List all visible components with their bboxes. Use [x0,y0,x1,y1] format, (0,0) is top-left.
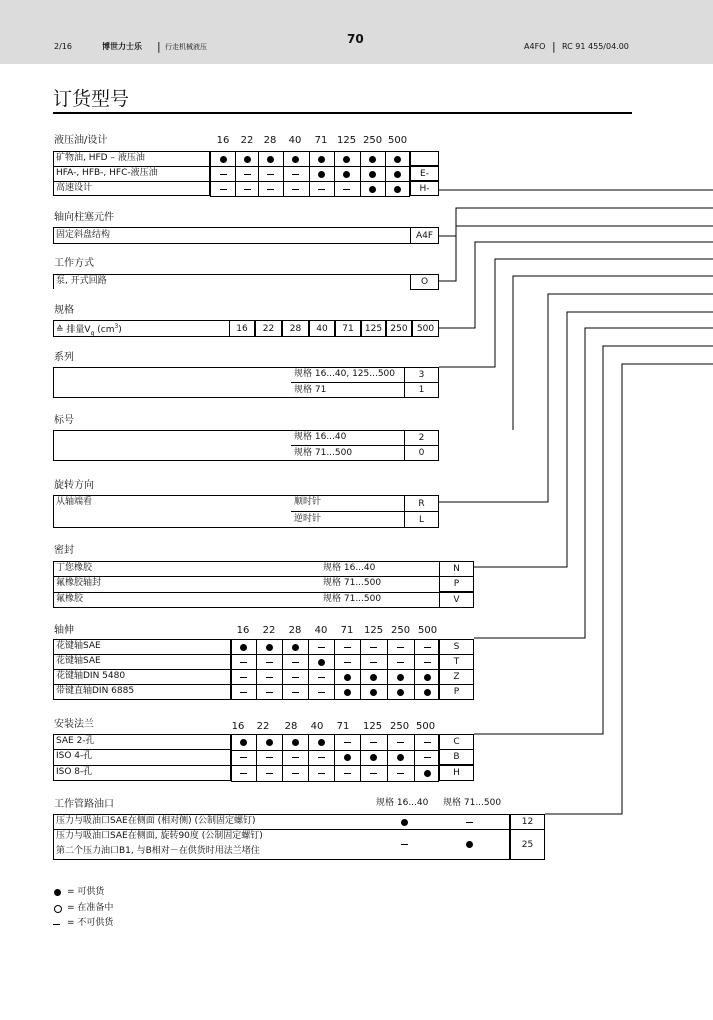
available-dot [318,171,325,178]
axial-title: 轴向柱塞元件 [54,212,114,223]
available-dot [343,171,350,178]
size-column-label: 250 [391,625,411,636]
grid-separator [360,734,361,782]
unavailable-dash [292,189,299,190]
ports-col-header: 规格 16...40 [376,798,429,808]
available-dot [401,819,408,826]
mode-rule [53,274,439,275]
grid-separator [282,734,283,782]
unavailable-dash [266,662,273,663]
size-column-label: 22 [240,135,254,146]
unavailable-dash [401,844,408,845]
unavailable-dash [240,677,247,678]
divider [53,765,231,766]
divider [53,829,510,830]
unavailable-dash [397,742,404,743]
ports-row-text: 第二个压力油口B1, 与B相对－在供货时用法兰堵住 [56,846,260,856]
size-column-label: 28 [288,625,302,636]
available-dot [424,674,431,681]
size-column-label: 250 [390,721,410,732]
available-dot [397,754,404,761]
unavailable-dash [244,174,251,175]
unavailable-dash [292,757,299,758]
legend-text: = 可供货 [67,887,105,897]
shaft-title: 轴伸 [54,625,74,636]
grid-separator [360,151,361,197]
size-option-cell: 16 [229,320,255,337]
unavailable-dash [220,174,227,175]
unavailable-dash [344,662,351,663]
size-option-cell: 125 [361,320,386,337]
unavailable-dash [240,692,247,693]
size-column-label: 500 [418,625,438,636]
size-column-label: 40 [314,625,328,636]
rotation-label: 从轴端看 [56,497,93,507]
available-dot [466,841,473,848]
flange-title: 安装法兰 [54,719,94,730]
available-dot [369,156,376,163]
divider [53,669,231,670]
unavailable-dash [318,677,325,678]
page-number: 70 [347,32,364,46]
availability-box [231,734,439,782]
size-column-label: 16 [236,625,250,636]
shaft-row-label: 花键轴SAE [56,641,101,651]
seal-row-label: 丁您橡胶 [56,563,93,573]
unavailable-dash [424,757,431,758]
header-divider: | [157,40,161,53]
grid-separator [258,151,259,197]
legend-text: = 不可供货 [67,918,114,928]
index-title: 标号 [54,415,74,426]
hydraulic-code-cell: E- [410,166,439,181]
available-dot [318,659,325,666]
size-column-label: 500 [388,135,408,146]
seal-code-cell: P [439,576,474,592]
available-dot [370,689,377,696]
size-column-label: 16 [216,135,230,146]
flange-row-label: SAE 2-孔 [56,736,95,746]
grid-row-divider [210,181,410,182]
available-dot [369,186,376,193]
mode-code-cell: O [410,274,439,290]
grid-separator [309,151,310,197]
available-dot [318,739,325,746]
size-column-label: 250 [363,135,383,146]
available-dot [266,644,273,651]
available-dot [370,674,377,681]
rotation-row-label: 逆时针 [294,514,322,524]
unavailable-dash [344,773,351,774]
axial-box [53,227,439,244]
series-row-label: 规格 71 [294,385,327,395]
unavailable-dash [397,773,404,774]
available-dot [343,156,350,163]
brand-name: 博世力士乐 [102,42,142,51]
ports-row-text: 压力与吸油口SAE在侧面, 旋转90度 (公制固定螺钉) [56,831,263,841]
size-column-label: 125 [337,135,357,146]
index-code-cell: 0 [404,445,439,461]
grid-separator [235,151,236,197]
unavailable-dash [370,662,377,663]
available-dot [397,674,404,681]
available-dot [424,770,431,777]
grid-row-divider [231,750,439,751]
hydraulic-title: 液压油/设计 [54,135,108,146]
seal-code-cell: V [439,592,474,608]
seal-title: 密封 [54,545,74,556]
hydraulic-row-label: 高速设计 [56,183,93,193]
page-title: 订货型号 [53,88,130,110]
rotation-title: 旋转方向 [54,480,94,491]
unavailable-dash [397,647,404,648]
series-title: 系列 [54,352,74,363]
divider [53,181,210,182]
size-option-cell: 22 [255,320,282,337]
grid-separator [387,734,388,782]
unavailable-dash [343,189,350,190]
seal-size-label: 规格 71...500 [323,594,382,604]
size-column-label: 22 [262,625,276,636]
divider [53,654,231,655]
unavailable-dash [318,189,325,190]
available-dot [244,156,251,163]
unavailable-dash [344,647,351,648]
unavailable-dash [266,692,273,693]
unavailable-dash [318,757,325,758]
shaft-code-cell: Z [439,669,474,685]
shaft-code-cell: P [439,684,474,700]
page-ref: 2/16 [54,42,72,51]
unavailable-dash [266,757,273,758]
shaft-row-label: 带键直轴DIN 6885 [56,686,135,696]
grid-separator [308,734,309,782]
shaft-code-cell: T [439,654,474,670]
rotation-code-cell: R [404,495,439,512]
seal-box [53,561,474,608]
series-row-label: 规格 16...40, 125...500 [294,369,396,379]
series-code-cell: 3 [404,367,439,383]
unavailable-dash [292,662,299,663]
legend-dot-icon [54,889,61,896]
doc-code: RC 91 455/04.00 [562,42,629,51]
divider [53,684,231,685]
axial-code-cell: A4F [410,227,439,244]
available-dot [344,689,351,696]
available-dot [292,156,299,163]
series-code-cell: 1 [404,382,439,398]
unavailable-dash [266,677,273,678]
flange-code-cell: H [439,765,474,781]
doc-ref: A4FO [524,42,546,51]
grid-row-divider [231,684,439,685]
legend-ring-icon [54,905,62,913]
axial-label: 固定斜盘结构 [56,230,111,240]
flange-row-label: ISO 8-孔 [56,767,93,777]
flange-code-cell: C [439,734,474,750]
available-dot [370,754,377,761]
unavailable-dash [240,773,247,774]
unavailable-dash [424,662,431,663]
available-dot [240,739,247,746]
hydraulic-code-cell: H- [410,181,439,196]
seal-code-cell: N [439,561,474,577]
mode-title: 工作方式 [54,258,94,269]
unavailable-dash [370,742,377,743]
available-dot [394,171,401,178]
grid-separator [414,734,415,782]
available-dot [292,644,299,651]
available-dot [424,689,431,696]
ports-code-cell: 25 [510,829,545,860]
index-row-label: 规格 71...500 [294,448,353,458]
legend-dash-icon [53,924,60,925]
size-column-label: 125 [364,625,384,636]
grid-separator [385,151,386,197]
unavailable-dash [267,174,274,175]
flange-code-cell: B [439,749,474,765]
size-column-label: 500 [416,721,436,732]
available-dot [394,186,401,193]
size-column-label: 125 [363,721,383,732]
seal-size-label: 规格 16...40 [323,563,376,573]
available-dot [220,156,227,163]
grid-separator [334,151,335,197]
hydraulic-row-label: HFA-, HFB-, HFC-液压油 [56,168,158,178]
grid-row-divider [231,654,439,655]
available-dot [394,156,401,163]
unavailable-dash [318,692,325,693]
unavailable-dash [240,662,247,663]
availability-box [210,151,410,197]
size-title: 规格 [54,305,74,316]
grid-row-divider [231,669,439,670]
ports-title: 工作管路油口 [54,799,114,810]
ports-row-text: 压力与吸油口SAE在侧面 (相对侧) (公制固定螺钉) [56,816,256,826]
available-dot [344,674,351,681]
ports-code-cell: 12 [510,814,545,830]
rotation-code-cell: L [404,511,439,528]
unavailable-dash [292,692,299,693]
grid-row-divider [210,166,410,167]
unavailable-dash [370,773,377,774]
index-code-cell: 2 [404,430,439,446]
division-name: 行走机械液压 [165,43,207,51]
divider [53,749,231,750]
available-dot [344,754,351,761]
unavailable-dash [220,189,227,190]
unavailable-dash [244,189,251,190]
hydraulic-row-label: 矿物油, HFD – 液压油 [56,153,145,163]
available-dot [240,644,247,651]
divider [53,592,474,593]
shaft-code-cell: S [439,639,474,655]
divider [53,166,210,167]
unavailable-dash [292,174,299,175]
grid-separator [283,151,284,197]
size-option-cell: 40 [309,320,335,337]
unavailable-dash [266,773,273,774]
grid-separator [334,734,335,782]
size-column-label: 16 [231,721,245,732]
unavailable-dash [370,647,377,648]
size-column-label: 71 [340,625,354,636]
seal-row-label: 氟橡胶轴封 [56,578,102,588]
available-dot [267,156,274,163]
index-row-label: 规格 16...40 [294,432,347,442]
divider [53,576,474,577]
doc-divider: | [552,40,556,53]
seal-size-label: 规格 71...500 [323,578,382,588]
seal-row-label: 氟橡胶 [56,594,84,604]
shaft-row-label: 花键轴DIN 5480 [56,671,126,681]
available-dot [318,156,325,163]
available-dot [397,689,404,696]
mode-label: 泵, 开式回路 [56,276,107,286]
size-column-label: 71 [336,721,350,732]
hydraulic-code-cell [410,151,439,166]
size-column-label: 40 [288,135,302,146]
unavailable-dash [424,647,431,648]
shaft-row-label: 花键轴SAE [56,656,101,666]
grid-row-divider [231,765,439,766]
size-column-label: 40 [310,721,324,732]
unavailable-dash [292,677,299,678]
unavailable-dash [424,742,431,743]
grid-separator [256,734,257,782]
size-column-label: 28 [263,135,277,146]
size-column-label: 71 [314,135,328,146]
available-dot [369,171,376,178]
unavailable-dash [397,662,404,663]
ports-col-header: 规格 71...500 [443,798,502,808]
unavailable-dash [292,773,299,774]
size-column-label: 22 [256,721,270,732]
available-dot [266,739,273,746]
unavailable-dash [267,189,274,190]
unavailable-dash [318,647,325,648]
size-option-cell: 71 [335,320,361,337]
size-label: ≙ 排量$V_g$ $(cm^3)$ [56,323,122,337]
unavailable-dash [318,773,325,774]
mode-rule [53,274,54,289]
rotation-row-label: 顺时针 [294,497,322,507]
unavailable-dash [240,757,247,758]
unavailable-dash [344,742,351,743]
size-option-cell: 500 [412,320,439,337]
size-option-cell: 28 [282,320,309,337]
available-dot [292,739,299,746]
legend-text: = 在准备中 [67,903,114,913]
size-option-cell: 250 [386,320,412,337]
unavailable-dash [466,822,473,823]
flange-row-label: ISO 4-孔 [56,751,93,761]
size-column-label: 28 [284,721,298,732]
